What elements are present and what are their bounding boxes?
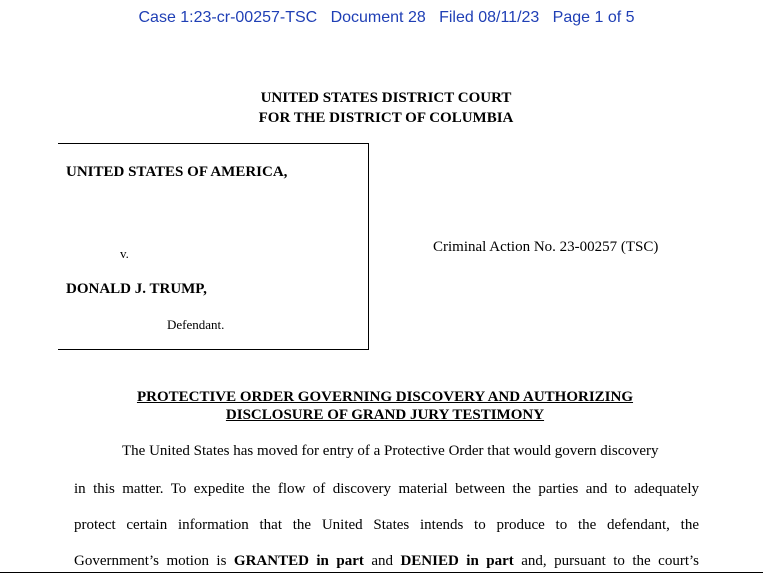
body-line-4-end: and, pursuant to the court’s — [513, 553, 699, 569]
court-district: FOR THE DISTRICT OF COLUMBIA — [258, 110, 514, 126]
plaintiff-name: UNITED STATES OF AMERICA, — [66, 164, 288, 180]
criminal-action-number: Criminal Action No. 23-00257 (TSC) — [433, 239, 659, 255]
filed-date-stamp: Filed 08/11/23 — [439, 9, 540, 26]
body-line-4 — [74, 552, 699, 571]
order-title-line-1: PROTECTIVE ORDER GOVERNING DISCOVERY AND AUTHORIZING — [136, 389, 634, 405]
body-line-1: The United States has moved for entry of a Protective Order that would govern discovery — [122, 443, 659, 459]
order-title-line-2: DISCLOSURE OF GRAND JURY TESTIMONY — [225, 407, 545, 423]
defendant-name: DONALD J. TRUMP, — [66, 281, 207, 297]
page-count-stamp: Page 1 of 5 — [552, 9, 635, 26]
court-heading — [0, 88, 763, 128]
defendant-role: Defendant. — [167, 317, 225, 332]
case-number-stamp: Case 1:23-cr-00257-TSC — [138, 9, 318, 26]
filing-header — [0, 9, 763, 27]
document-number-stamp: Document 28 — [330, 9, 426, 26]
body-line-4-start: Government’s motion is — [74, 553, 234, 569]
granted-in-part: GRANTED in part — [233, 553, 364, 569]
denied-in-part: DENIED in part — [400, 553, 514, 569]
order-title — [0, 388, 763, 424]
versus-label: v. — [120, 246, 129, 261]
body-line-3: protect certain information that the United States intends to produce to the defendant, the — [74, 517, 699, 533]
body-line-2: in this matter. To expedite the flow of discovery material between the parties and to adequately — [74, 481, 699, 497]
court-name: UNITED STATES DISTRICT COURT — [260, 90, 512, 106]
body-line-4-and: and — [363, 553, 401, 569]
